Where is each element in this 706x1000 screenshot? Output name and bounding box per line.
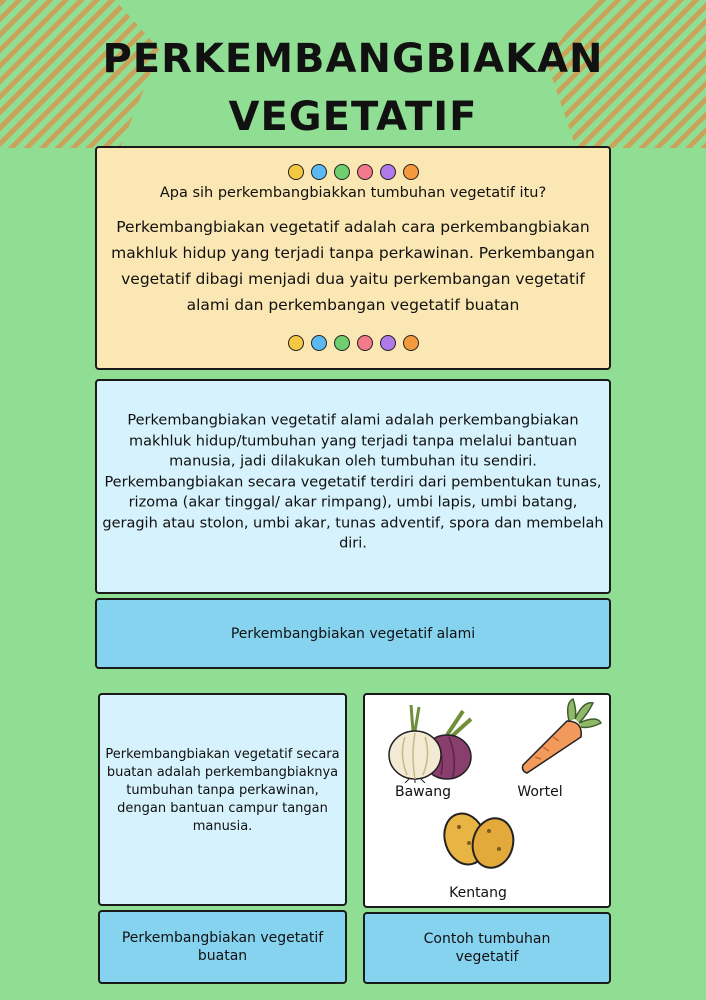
potato-icon <box>439 809 519 871</box>
alami-label-card <box>95 598 611 669</box>
plant-label-wortel: Wortel <box>517 784 563 800</box>
color-dot <box>334 335 350 351</box>
alami-description: Perkembangbiakan vegetatif alami adalah perkembangbiakan makhluk hidup/tumbuhan yang terjadi tanpa melalui bantuan manusia, jadi dilakukan oleh tumbuhan itu sendiri. Perkembangbiakan secara vegetatif terdiri dari pembentukan tunas, rizoma (akar tinggal/ akar rimpang), umbi lapis, umbi batang, geragih atau stolon, umbi akar, tunas adventif, spora dan membelah diri. <box>102 412 604 552</box>
color-dots-top <box>97 164 609 180</box>
color-dot <box>380 164 396 180</box>
color-dot <box>288 164 304 180</box>
contoh-examples-card <box>363 693 611 908</box>
onion-icon <box>385 701 477 783</box>
color-dot <box>357 164 373 180</box>
color-dot <box>311 164 327 180</box>
color-dot <box>403 164 419 180</box>
title-line-1: PERKEMBANGBIAKAN <box>102 36 604 82</box>
buatan-label-card <box>98 910 347 984</box>
buatan-label: Perkembangbiakan vegetatif buatan <box>121 930 324 964</box>
alami-label: Perkembangbiakan vegetatif alami <box>230 625 476 642</box>
page-title <box>0 30 706 146</box>
buatan-description-card <box>98 693 347 906</box>
title-line-2: VEGETATIF <box>228 94 478 140</box>
contoh-label-card <box>363 912 611 984</box>
carrot-icon <box>513 697 603 777</box>
intro-card <box>95 146 611 370</box>
color-dot <box>380 335 396 351</box>
intro-question: Apa sih perkembangbiakkan tumbuhan vegetatif itu? <box>159 185 547 201</box>
color-dots-bottom <box>97 335 609 351</box>
plant-label-bawang: Bawang <box>395 784 451 800</box>
alami-description-card <box>95 379 611 594</box>
color-dot <box>403 335 419 351</box>
color-dot <box>357 335 373 351</box>
contoh-label: Contoh tumbuhan vegetatif <box>423 931 551 965</box>
plant-label-kentang: Kentang <box>449 885 507 901</box>
intro-answer: Perkembangbiakan vegetatif adalah cara perkembangbiakan makhluk hidup yang terjadi tanpa perkawinan. Perkembangan vegetatif dibagi menjadi dua yaitu perkembangan vegetatif alami dan perkembangan vegetatif buatan <box>111 218 595 314</box>
buatan-description: Perkembangbiakan vegetatif secara buatan adalah perkembangbiaknya tumbuhan tanpa perkawinan, dengan bantuan campur tangan manusia. <box>105 747 340 835</box>
color-dot <box>311 335 327 351</box>
color-dot <box>288 335 304 351</box>
color-dot <box>334 164 350 180</box>
